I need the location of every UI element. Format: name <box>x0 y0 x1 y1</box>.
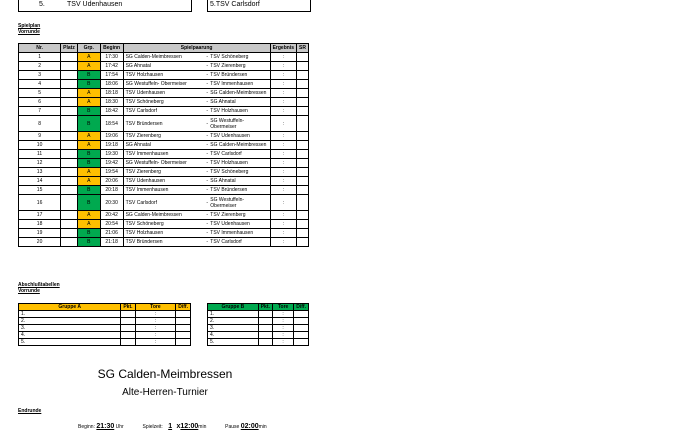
match-time: 18:42 <box>100 107 123 116</box>
match-sr <box>297 177 309 186</box>
match-group: B <box>77 107 100 116</box>
standing-row <box>208 318 309 325</box>
spielzeit-count: 1 <box>168 423 173 430</box>
match-nr: 1 <box>19 53 61 62</box>
standing-rank: 1. <box>208 311 259 318</box>
match-row <box>19 132 309 141</box>
match-home: TSV Schöneberg <box>123 220 206 229</box>
pause-unit: min <box>258 424 267 430</box>
match-sr <box>297 80 309 89</box>
header-nr: Nr. <box>19 44 61 53</box>
match-nr: 2 <box>19 62 61 71</box>
match-home: TSV Holzhausen <box>123 71 206 80</box>
schedule-table <box>18 43 309 247</box>
match-sr <box>297 159 309 168</box>
match-platz <box>61 168 78 177</box>
match-nr: 4 <box>19 80 61 89</box>
match-separator: - <box>206 108 208 114</box>
match-separator: - <box>206 187 208 193</box>
match-row <box>19 141 309 150</box>
match-sr <box>297 229 309 238</box>
match-separator: - <box>206 142 208 148</box>
beginn-unit: Uhr <box>115 424 124 430</box>
match-platz <box>61 238 78 247</box>
standing-rank: 4. <box>19 332 121 339</box>
top-right-team: 5.TSV Carlsdorf <box>210 1 260 8</box>
group-a-diff-header: Diff. <box>176 304 191 311</box>
standing-pkt <box>258 325 272 332</box>
standing-pkt <box>121 339 135 346</box>
spielzeit-value: 12:00 <box>180 423 199 430</box>
match-time: 19:06 <box>100 132 123 141</box>
standing-diff <box>294 325 309 332</box>
match-separator: - <box>206 239 208 245</box>
match-result: : <box>270 71 296 80</box>
club-name: SG Calden-Meimbressen <box>97 367 233 381</box>
match-platz <box>61 229 78 238</box>
top-left-number: 5. <box>39 1 45 8</box>
group-b-title: Gruppe B <box>208 304 259 311</box>
match-separator: - <box>206 230 208 236</box>
match-separator: - <box>206 54 208 60</box>
group-b-pkt-header: Pkt. <box>258 304 272 311</box>
match-result: : <box>270 132 296 141</box>
match-sr <box>297 141 309 150</box>
spielzeit-x: x <box>176 423 181 430</box>
match-platz <box>61 71 78 80</box>
group-a-pkt-header: Pkt. <box>121 304 135 311</box>
match-platz <box>61 195 78 211</box>
match-sr <box>297 168 309 177</box>
standing-row <box>19 318 191 325</box>
standing-row <box>19 339 191 346</box>
match-row <box>19 89 309 98</box>
match-time: 19:42 <box>100 159 123 168</box>
match-row <box>19 107 309 116</box>
standing-pkt <box>121 332 135 339</box>
match-time: 17:42 <box>100 62 123 71</box>
match-row <box>19 116 309 132</box>
match-separator: - <box>206 195 208 211</box>
match-result: : <box>270 62 296 71</box>
match-result: : <box>270 141 296 150</box>
match-result: : <box>270 150 296 159</box>
match-row <box>19 62 309 71</box>
group-b-table <box>207 303 309 346</box>
match-platz <box>61 116 78 132</box>
match-row <box>19 150 309 159</box>
standing-pkt <box>121 311 135 318</box>
match-time: 20:54 <box>100 220 123 229</box>
match-platz <box>61 53 78 62</box>
abschluss-subtitle: Vorrunde <box>18 288 40 294</box>
match-away: TSV Udenhausen <box>208 132 270 141</box>
match-platz <box>61 107 78 116</box>
match-nr: 20 <box>19 238 61 247</box>
group-a-table <box>18 303 191 346</box>
match-sr <box>297 71 309 80</box>
pause-value: 02:00 <box>240 423 259 430</box>
match-away: TSV Holzhausen <box>208 107 270 116</box>
match-separator: - <box>206 178 208 184</box>
match-separator: - <box>206 221 208 227</box>
standing-pkt <box>258 311 272 318</box>
match-sr <box>297 62 309 71</box>
match-away: TSV Zierenberg <box>208 211 270 220</box>
match-time: 19:18 <box>100 141 123 150</box>
match-platz <box>61 80 78 89</box>
match-group: A <box>77 53 100 62</box>
match-nr: 19 <box>19 229 61 238</box>
header-grp: Grp. <box>77 44 100 53</box>
match-platz <box>61 186 78 195</box>
match-group: B <box>77 116 100 132</box>
match-separator: - <box>206 90 208 96</box>
match-row <box>19 177 309 186</box>
match-group: A <box>77 132 100 141</box>
match-group: A <box>77 89 100 98</box>
spielzeit-unit: min <box>198 424 207 430</box>
match-separator: - <box>206 81 208 87</box>
header-paarung: Spielpaarung <box>123 44 270 53</box>
standing-row <box>208 339 309 346</box>
match-result: : <box>270 211 296 220</box>
match-away: TSV Schöneberg <box>208 168 270 177</box>
header-beginn: Beginn <box>100 44 123 53</box>
standing-row <box>19 325 191 332</box>
match-nr: 5 <box>19 89 61 98</box>
standing-diff <box>294 332 309 339</box>
match-home: TSV Zierenberg <box>123 132 206 141</box>
match-row <box>19 159 309 168</box>
match-nr: 12 <box>19 159 61 168</box>
match-nr: 6 <box>19 98 61 107</box>
match-result: : <box>270 229 296 238</box>
match-result: : <box>270 195 296 211</box>
match-away: TSV Bründersen <box>208 186 270 195</box>
match-result: : <box>270 89 296 98</box>
match-time: 18:54 <box>100 116 123 132</box>
match-result: : <box>270 186 296 195</box>
match-nr: 17 <box>19 211 61 220</box>
match-group: B <box>77 159 100 168</box>
match-home: TSV Carlsdorf <box>123 107 206 116</box>
match-result: : <box>270 116 296 132</box>
match-sr <box>297 211 309 220</box>
match-home: SG Ahnatal <box>123 141 206 150</box>
match-away: SG Ahnatal <box>208 177 270 186</box>
match-home: TSV Holzhausen <box>123 229 206 238</box>
top-left-box <box>18 0 192 12</box>
spielplan-subtitle: Vorrunde <box>18 29 40 35</box>
match-time: 17:30 <box>100 53 123 62</box>
match-group: A <box>77 177 100 186</box>
match-home: SG Calden-Meimbressen <box>123 211 206 220</box>
match-home: TSV Udenhausen <box>123 89 206 98</box>
match-separator: - <box>206 116 208 132</box>
match-result: : <box>270 53 296 62</box>
match-group: A <box>77 220 100 229</box>
standing-tore: : <box>272 325 293 332</box>
standing-rank: 1. <box>19 311 121 318</box>
match-group: A <box>77 62 100 71</box>
group-a-title: Gruppe A <box>19 304 121 311</box>
group-b-tore-header: Tore <box>272 304 293 311</box>
match-time: 20:42 <box>100 211 123 220</box>
match-time: 20:18 <box>100 186 123 195</box>
beginn-value: 21:30 <box>96 423 115 430</box>
match-sr <box>297 195 309 211</box>
match-time: 21:18 <box>100 238 123 247</box>
header-ergebnis: Ergebnis <box>270 44 296 53</box>
match-sr <box>297 89 309 98</box>
standing-diff <box>176 311 191 318</box>
match-group: B <box>77 238 100 247</box>
match-home: SG Westuffeln- Obermeiser <box>123 159 206 168</box>
match-home: TSV Immenhausen <box>123 186 206 195</box>
match-result: : <box>270 177 296 186</box>
standing-diff <box>176 339 191 346</box>
spielplan-title: Spielplan <box>18 23 41 29</box>
group-a-header <box>19 304 191 311</box>
match-away: TSV Zierenberg <box>208 62 270 71</box>
standing-diff <box>176 318 191 325</box>
match-separator: - <box>206 160 208 166</box>
match-home: TSV Schöneberg <box>123 98 206 107</box>
timing-line <box>78 423 267 431</box>
match-away: TSV Immenhausen <box>208 80 270 89</box>
match-home: TSV Bründersen <box>123 116 206 132</box>
match-nr: 3 <box>19 71 61 80</box>
match-platz <box>61 98 78 107</box>
match-separator: - <box>206 169 208 175</box>
match-nr: 13 <box>19 168 61 177</box>
tournament-name: Alte-Herren-Turnier <box>122 387 208 398</box>
standing-diff <box>294 311 309 318</box>
schedule-header-row <box>19 44 309 53</box>
match-platz <box>61 62 78 71</box>
match-result: : <box>270 98 296 107</box>
match-home: TSV Udenhausen <box>123 177 206 186</box>
match-platz <box>61 141 78 150</box>
match-group: B <box>77 195 100 211</box>
match-group: B <box>77 150 100 159</box>
match-time: 18:30 <box>100 98 123 107</box>
match-row <box>19 195 309 211</box>
match-result: : <box>270 159 296 168</box>
match-sr <box>297 132 309 141</box>
match-platz <box>61 150 78 159</box>
match-time: 17:54 <box>100 71 123 80</box>
standing-diff <box>294 339 309 346</box>
match-platz <box>61 220 78 229</box>
match-group: B <box>77 80 100 89</box>
match-platz <box>61 89 78 98</box>
header-platz: Platz <box>61 44 78 53</box>
match-separator: - <box>206 151 208 157</box>
match-away: TSV Immenhausen <box>208 229 270 238</box>
match-result: : <box>270 80 296 89</box>
match-separator: - <box>206 133 208 139</box>
match-away: TSV Udenhausen <box>208 220 270 229</box>
standing-pkt <box>121 318 135 325</box>
match-away: SG Ahnatal <box>208 98 270 107</box>
top-right-box <box>207 0 311 12</box>
match-nr: 11 <box>19 150 61 159</box>
match-away: TSV Bründersen <box>208 71 270 80</box>
match-platz <box>61 159 78 168</box>
standing-diff <box>176 332 191 339</box>
match-separator: - <box>206 72 208 78</box>
match-away: SG Westuffeln- Obermeiser <box>208 116 270 132</box>
standing-row <box>19 332 191 339</box>
match-nr: 18 <box>19 220 61 229</box>
match-group: A <box>77 211 100 220</box>
standing-tore: : <box>135 325 176 332</box>
match-time: 21:06 <box>100 229 123 238</box>
match-row <box>19 186 309 195</box>
match-sr <box>297 107 309 116</box>
match-time: 20:30 <box>100 195 123 211</box>
match-away: SG Westuffeln- Obermeiser <box>208 195 270 211</box>
standing-pkt <box>258 318 272 325</box>
match-home: TSV Immenhausen <box>123 150 206 159</box>
match-sr <box>297 53 309 62</box>
match-sr <box>297 238 309 247</box>
spielzeit-label: Spielzeit: <box>142 424 163 430</box>
header-sr: SR <box>297 44 309 53</box>
match-away: TSV Carlsdorf <box>208 238 270 247</box>
match-result: : <box>270 107 296 116</box>
match-row <box>19 53 309 62</box>
match-row <box>19 211 309 220</box>
endrunde-title: Endrunde <box>18 408 42 414</box>
match-nr: 14 <box>19 177 61 186</box>
match-home: SG Ahnatal <box>123 62 206 71</box>
match-home: TSV Bründersen <box>123 238 206 247</box>
match-home: TSV Carlsdorf <box>123 195 206 211</box>
match-row <box>19 80 309 89</box>
match-time: 18:06 <box>100 80 123 89</box>
match-platz <box>61 211 78 220</box>
match-platz <box>61 177 78 186</box>
match-sr <box>297 150 309 159</box>
standing-rank: 2. <box>19 318 121 325</box>
match-nr: 7 <box>19 107 61 116</box>
pause-label: Pause <box>225 424 240 430</box>
standing-rank: 5. <box>208 339 259 346</box>
match-row <box>19 168 309 177</box>
group-b-diff-header: Diff. <box>294 304 309 311</box>
standing-tore: : <box>135 339 176 346</box>
beginn-label: Beginn: <box>78 424 95 430</box>
standing-diff <box>176 325 191 332</box>
match-away: TSV Schöneberg <box>208 53 270 62</box>
match-home: SG Calden-Meimbressen <box>123 53 206 62</box>
match-away: TSV Carlsdorf <box>208 150 270 159</box>
match-separator: - <box>206 212 208 218</box>
standing-rank: 4. <box>208 332 259 339</box>
match-time: 19:30 <box>100 150 123 159</box>
standing-row <box>208 311 309 318</box>
standing-tore: : <box>135 332 176 339</box>
standing-rank: 2. <box>208 318 259 325</box>
match-group: B <box>77 186 100 195</box>
match-group: B <box>77 229 100 238</box>
standing-rank: 3. <box>19 325 121 332</box>
group-b-header <box>208 304 309 311</box>
match-home: SG Westuffeln- Obermeiser <box>123 80 206 89</box>
top-left-team: TSV Udenhausen <box>67 1 123 8</box>
match-group: A <box>77 98 100 107</box>
match-result: : <box>270 238 296 247</box>
standing-tore: : <box>135 318 176 325</box>
match-platz <box>61 132 78 141</box>
match-nr: 15 <box>19 186 61 195</box>
match-group: B <box>77 71 100 80</box>
match-nr: 8 <box>19 116 61 132</box>
match-sr <box>297 116 309 132</box>
standing-row <box>19 311 191 318</box>
standing-rank: 3. <box>208 325 259 332</box>
match-home: TSV Zierenberg <box>123 168 206 177</box>
standing-pkt <box>258 332 272 339</box>
match-row <box>19 229 309 238</box>
standing-tore: : <box>272 332 293 339</box>
match-row <box>19 71 309 80</box>
match-time: 19:54 <box>100 168 123 177</box>
match-group: A <box>77 141 100 150</box>
match-sr <box>297 186 309 195</box>
standing-diff <box>294 318 309 325</box>
match-nr: 16 <box>19 195 61 211</box>
match-row <box>19 238 309 247</box>
standing-tore: : <box>135 311 176 318</box>
match-row <box>19 220 309 229</box>
standing-pkt <box>258 339 272 346</box>
match-nr: 9 <box>19 132 61 141</box>
match-separator: - <box>206 63 208 69</box>
match-row <box>19 98 309 107</box>
standing-row <box>208 332 309 339</box>
match-group: A <box>77 168 100 177</box>
standing-tore: : <box>272 339 293 346</box>
abschluss-title: Abschlußtabellen <box>18 282 60 288</box>
standing-pkt <box>121 325 135 332</box>
match-nr: 10 <box>19 141 61 150</box>
match-sr <box>297 220 309 229</box>
match-sr <box>297 98 309 107</box>
match-result: : <box>270 220 296 229</box>
match-time: 18:18 <box>100 89 123 98</box>
standing-tore: : <box>272 311 293 318</box>
standing-tore: : <box>272 318 293 325</box>
standing-rank: 5. <box>19 339 121 346</box>
match-away: SG Calden-Meimbressen <box>208 89 270 98</box>
match-separator: - <box>206 99 208 105</box>
match-result: : <box>270 168 296 177</box>
match-time: 20:06 <box>100 177 123 186</box>
match-away: SG Calden-Meimbressen <box>208 141 270 150</box>
group-a-tore-header: Tore <box>135 304 176 311</box>
match-away: TSV Holzhausen <box>208 159 270 168</box>
standing-row <box>208 325 309 332</box>
